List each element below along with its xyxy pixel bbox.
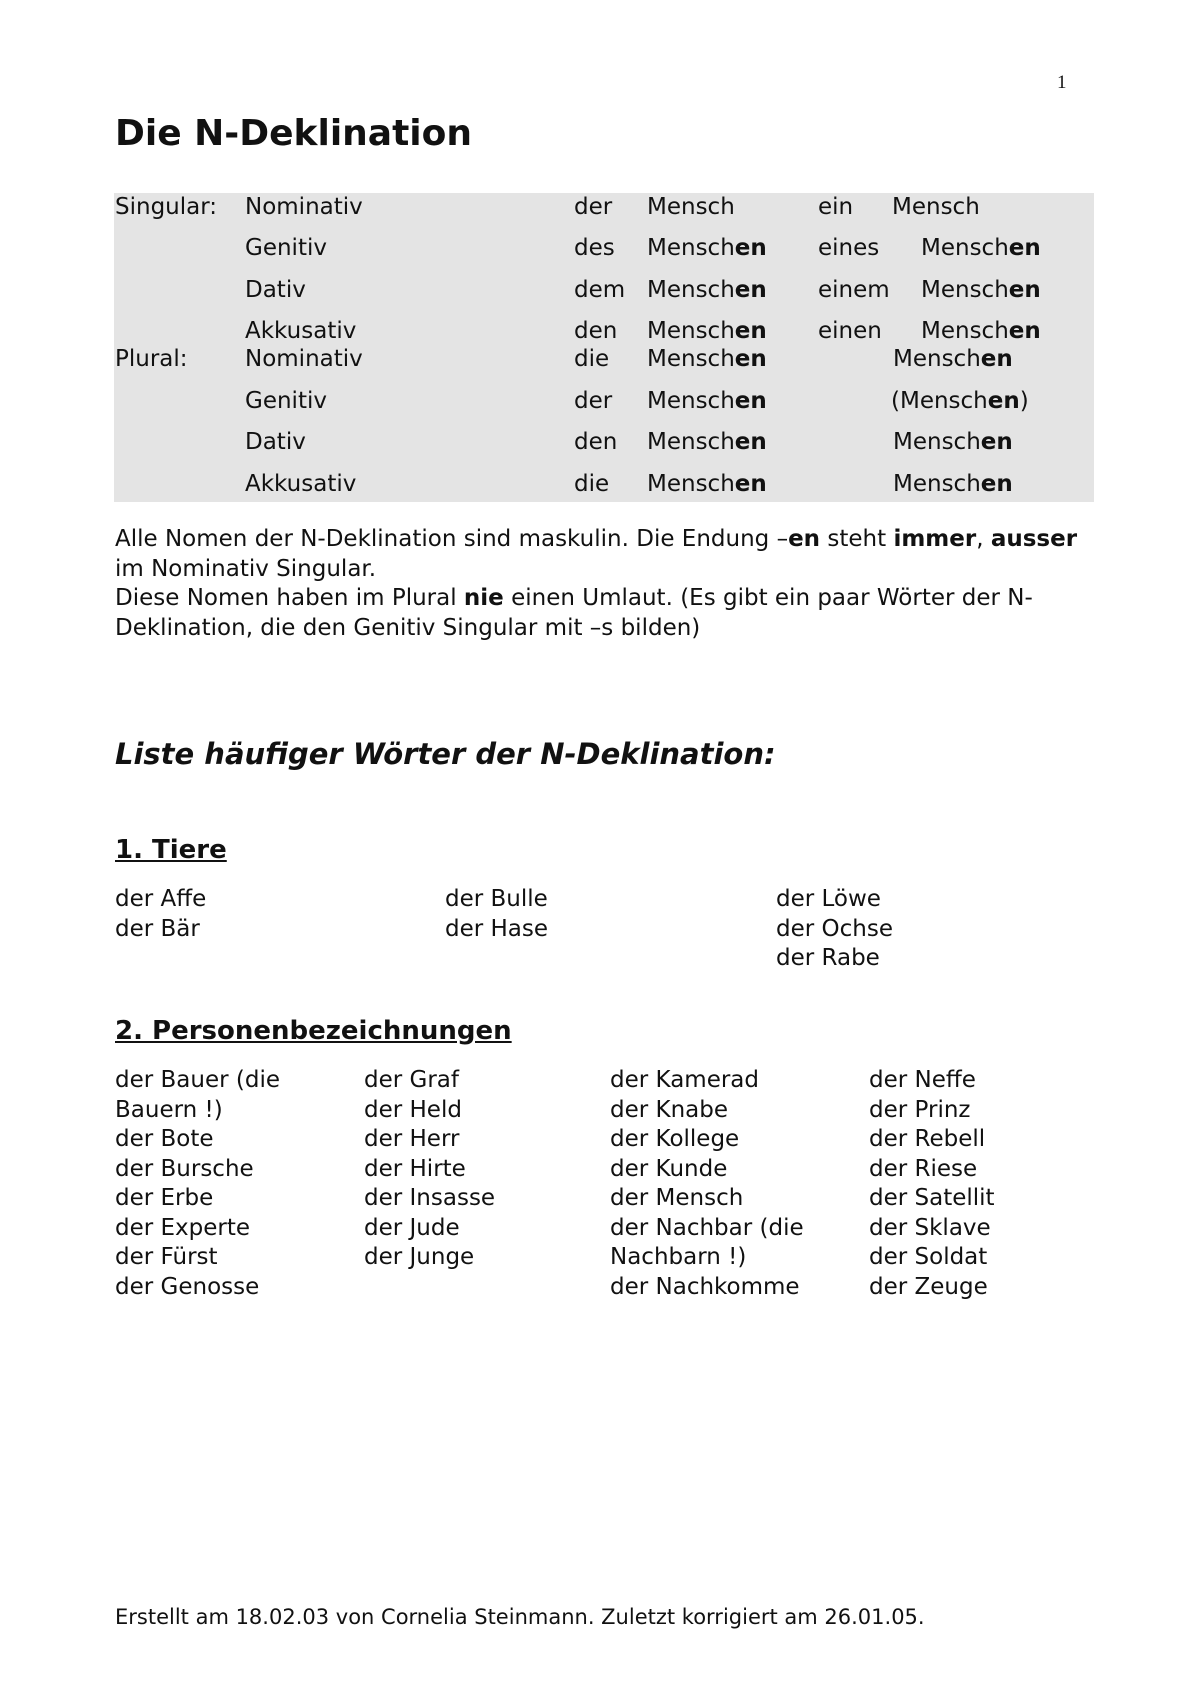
- text-span: einen Umlaut. (Es gibt ein paar Wörter der N-Deklination, die den Genitiv Singular mit –s bilden): [115, 585, 1033, 641]
- word-item: der Ochse: [776, 915, 893, 942]
- word-item: der Rebell: [869, 1126, 986, 1152]
- definite-article: der: [574, 388, 613, 414]
- word-item: Nachbarn !): [610, 1244, 747, 1270]
- noun-ending: en: [734, 429, 767, 455]
- noun-form: [647, 234, 767, 262]
- word-item: der Affe: [115, 886, 207, 912]
- explanation-paragraph-2: [115, 584, 1095, 643]
- case-label: Nominativ: [245, 346, 363, 372]
- section-heading-tiere: 1. Tiere: [115, 835, 227, 865]
- noun-ending: en: [734, 235, 767, 261]
- explanation-paragraph-1: [115, 525, 1095, 584]
- noun-stem: Mensch: [647, 235, 735, 261]
- word-item: der Zeuge: [869, 1273, 988, 1300]
- noun-ending: en: [734, 318, 767, 344]
- definite-article: der: [574, 194, 613, 220]
- noun-stem: Mensch: [921, 318, 1009, 344]
- case-label: Genitiv: [245, 235, 327, 261]
- plural-label: Plural:: [115, 346, 188, 372]
- noun-form: [647, 470, 767, 498]
- word-item: der Löwe: [776, 886, 881, 912]
- word-item: der Bote: [115, 1126, 214, 1152]
- noun-ending: en: [980, 471, 1013, 497]
- indefinite-noun-form: [893, 470, 1013, 498]
- word-item: der Held: [364, 1096, 462, 1123]
- indefinite-noun-form: [921, 317, 1041, 345]
- case-label: Nominativ: [245, 194, 363, 220]
- noun-stem: Mensch: [893, 346, 981, 372]
- noun-ending: en: [987, 388, 1020, 414]
- definite-article: den: [574, 318, 618, 344]
- word-item: der Kollege: [610, 1126, 740, 1152]
- bold-ending: en: [788, 526, 821, 552]
- page-number: 1: [1057, 72, 1067, 93]
- case-label: Akkusativ: [245, 471, 357, 497]
- indefinite-noun-form: [921, 276, 1041, 304]
- word-item: der Satellit: [869, 1185, 995, 1211]
- case-label: Genitiv: [245, 388, 327, 414]
- word-column: [610, 1066, 804, 1302]
- noun-ending: en: [1008, 235, 1041, 261]
- word-item: der Sklave: [869, 1214, 991, 1241]
- noun-ending: en: [980, 429, 1013, 455]
- text-span: Alle Nomen der N-Deklination sind maskulin. Die Endung –: [115, 526, 789, 552]
- noun-ending: en: [734, 346, 767, 372]
- word-column: [115, 885, 206, 944]
- word-column: [115, 1066, 280, 1302]
- noun-stem: Mensch: [647, 388, 735, 414]
- word-column: [364, 1066, 495, 1273]
- noun-form: [647, 428, 767, 456]
- bold-ausser: ausser: [990, 526, 1078, 552]
- word-item: der Rabe: [776, 945, 880, 971]
- word-item: der Junge: [364, 1244, 475, 1270]
- noun-stem: Mensch: [647, 346, 735, 372]
- case-label: Akkusativ: [245, 318, 357, 344]
- word-item: der Nachkomme: [610, 1273, 800, 1300]
- section-heading-personen: 2. Personenbezeichnungen: [115, 1016, 512, 1046]
- noun-ending: en: [1008, 318, 1041, 344]
- indefinite-noun-form: [892, 193, 980, 221]
- word-item: der Hase: [445, 915, 549, 942]
- noun-form: [647, 193, 735, 221]
- word-item: der Knabe: [610, 1096, 729, 1123]
- word-item: der Neffe: [869, 1067, 976, 1093]
- noun-stem: Mensch: [647, 194, 735, 220]
- indefinite-article: einen: [818, 318, 882, 344]
- definite-article: die: [574, 346, 610, 372]
- noun-stem: Mensch: [892, 194, 980, 220]
- page-title: Die N-Deklination: [115, 113, 472, 154]
- word-column: [445, 885, 548, 944]
- word-item: der Bulle: [445, 886, 548, 912]
- noun-ending: en: [734, 277, 767, 303]
- singular-label: Singular:: [115, 194, 218, 220]
- noun-stem: Mensch: [921, 235, 1009, 261]
- noun-stem: Mensch: [893, 429, 981, 455]
- word-item: Bauern !): [115, 1096, 223, 1123]
- noun-ending: en: [980, 346, 1013, 372]
- noun-form: [647, 317, 767, 345]
- text-span: steht: [820, 526, 894, 552]
- definite-article: den: [574, 429, 618, 455]
- noun-stem: Mensch: [647, 318, 735, 344]
- word-item: der Bauer (die: [115, 1067, 280, 1093]
- closing-paren: ): [1019, 388, 1029, 414]
- word-item: der Genosse: [115, 1273, 260, 1300]
- definite-article: dem: [574, 277, 626, 303]
- indefinite-article: ein: [818, 194, 854, 220]
- word-item: der Jude: [364, 1214, 460, 1241]
- noun-stem: Mensch: [921, 277, 1009, 303]
- word-item: der Prinz: [869, 1096, 971, 1123]
- text-span: ,: [976, 526, 991, 552]
- word-item: der Hirte: [364, 1155, 466, 1182]
- noun-form: [647, 387, 767, 415]
- word-item: der Nachbar (die: [610, 1214, 804, 1241]
- word-item: der Bär: [115, 915, 200, 942]
- noun-stem: (Mensch: [891, 388, 988, 414]
- word-item: der Bursche: [115, 1155, 254, 1182]
- word-item: der Graf: [364, 1067, 459, 1093]
- word-item: der Riese: [869, 1155, 978, 1182]
- word-item: der Erbe: [115, 1185, 214, 1211]
- definite-article: des: [574, 235, 615, 261]
- list-heading: Liste häufiger Wörter der N-Deklination:: [115, 737, 776, 771]
- text-span: Diese Nomen haben im Plural: [115, 585, 464, 611]
- word-column: [869, 1066, 995, 1302]
- noun-ending: en: [1008, 277, 1041, 303]
- case-label: Dativ: [245, 429, 306, 455]
- word-item: der Fürst: [115, 1244, 218, 1270]
- noun-form: [647, 345, 767, 373]
- indefinite-noun-form: [893, 345, 1013, 373]
- word-item: der Herr: [364, 1126, 460, 1152]
- word-item: der Kunde: [610, 1155, 728, 1182]
- indefinite-article: eines: [818, 235, 880, 261]
- noun-stem: Mensch: [647, 277, 735, 303]
- noun-ending: en: [734, 471, 767, 497]
- definite-article: die: [574, 471, 610, 497]
- indefinite-noun-form: [893, 428, 1013, 456]
- word-column: [776, 885, 893, 974]
- noun-ending: en: [734, 388, 767, 414]
- indefinite-noun-form: [921, 234, 1041, 262]
- text-span: im Nominativ Singular.: [115, 555, 377, 582]
- indefinite-article: einem: [818, 277, 890, 303]
- declension-table: [114, 193, 1094, 502]
- bold-nie: nie: [463, 585, 504, 611]
- footer-note: Erstellt am 18.02.03 von Cornelia Steinmann. Zuletzt korrigiert am 26.01.05.: [115, 1605, 925, 1629]
- word-item: der Mensch: [610, 1185, 744, 1211]
- noun-stem: Mensch: [893, 471, 981, 497]
- case-label: Dativ: [245, 277, 306, 303]
- noun-stem: Mensch: [647, 429, 735, 455]
- word-item: der Insasse: [364, 1185, 496, 1211]
- word-item: der Soldat: [869, 1244, 988, 1270]
- indefinite-noun-form: [891, 387, 1029, 415]
- noun-form: [647, 276, 767, 304]
- word-item: der Experte: [115, 1214, 251, 1241]
- word-item: der Kamerad: [610, 1067, 759, 1093]
- bold-immer: immer: [893, 526, 977, 552]
- noun-stem: Mensch: [647, 471, 735, 497]
